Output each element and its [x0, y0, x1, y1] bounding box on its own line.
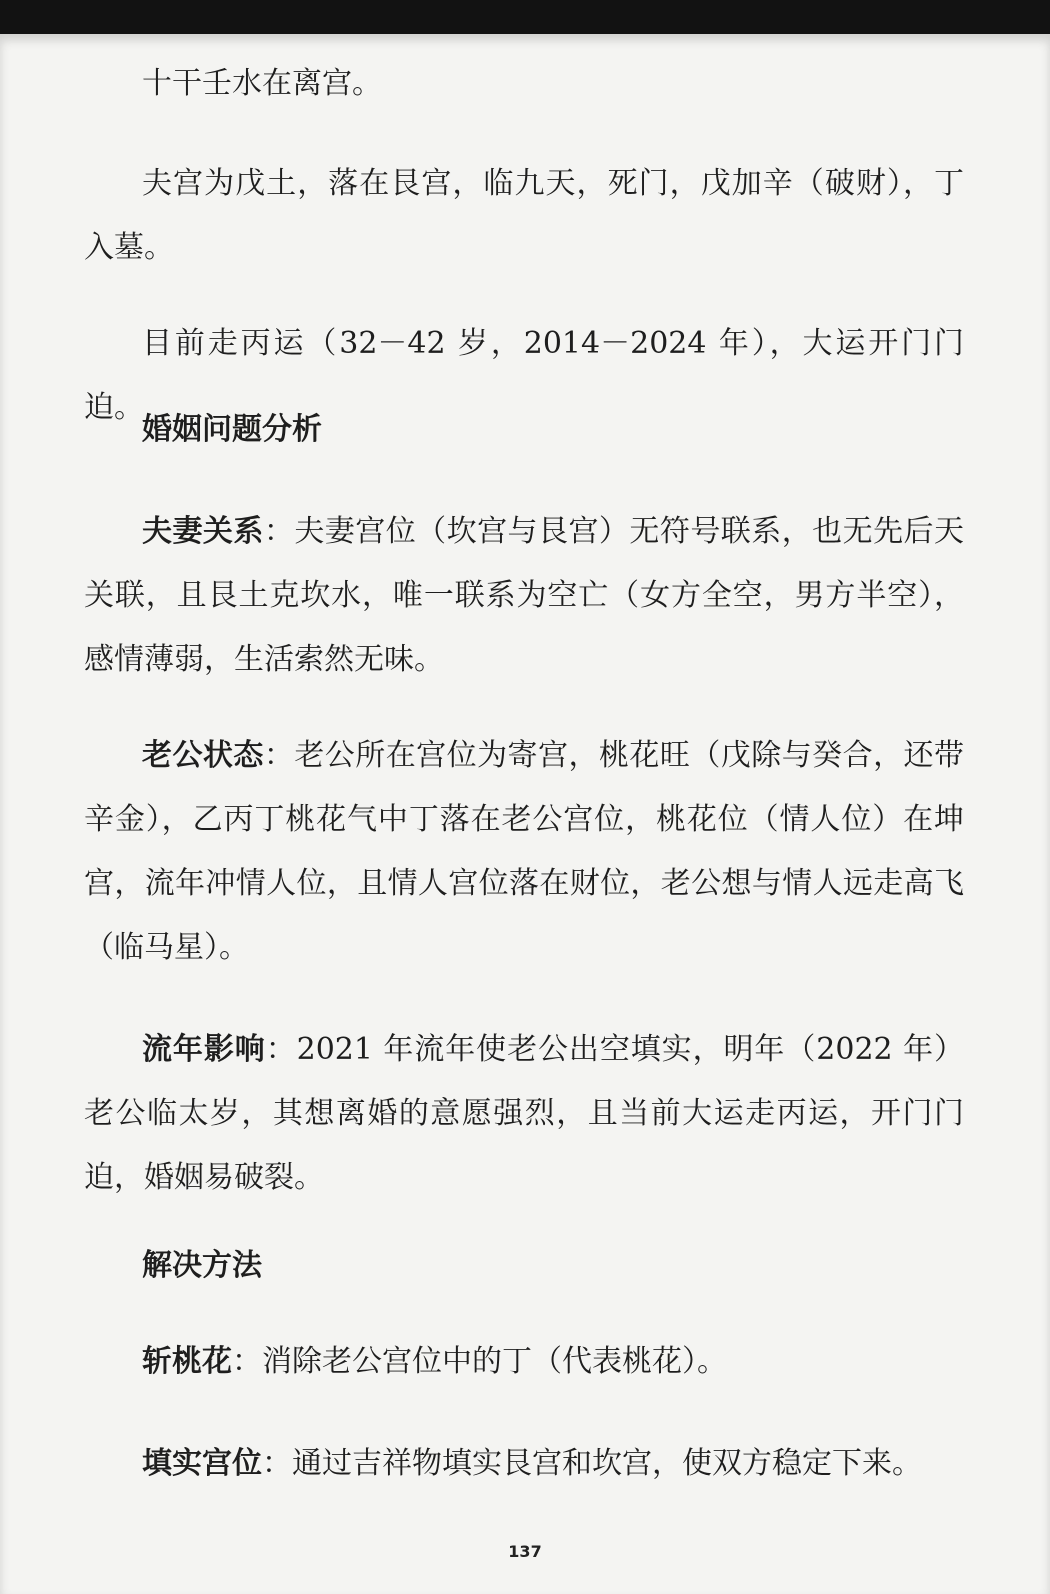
label-cut-peach-blossom: 斩桃花: [142, 1344, 232, 1379]
paragraph-couple-relationship: [84, 500, 964, 692]
paragraph-annual-influence: [84, 1018, 964, 1210]
text-cut-peach-blossom: ：消除老公宫位中的丁（代表桃花）。: [232, 1344, 727, 1379]
page-number: 137: [508, 1542, 542, 1561]
heading-marriage-analysis: 婚姻问题分析: [142, 412, 322, 447]
text-couple-relationship: ：夫妻宫位（坎宫与艮宫）无符号联系，也无先后天关联，且艮土克坎水，唯一联系为空亡（女方全空，男方半空），感情薄弱，生活索然无味。: [84, 514, 965, 677]
book-page: [0, 34, 1050, 1594]
label-annual-influence: 流年影响: [142, 1032, 266, 1067]
paragraph-current-luck: 目前走丙运（32－42 岁，2014－2024 年），大运开门门迫。: [84, 326, 964, 425]
paragraph-husband-state: [84, 724, 964, 980]
label-fill-palace: 填实宫位: [142, 1446, 262, 1481]
text-husband-state: ：老公所在宫位为寄宫，桃花旺（戊除与癸合，还带辛金），乙丙丁桃花气中丁落在老公宫位，桃花位（情人位）在坤宫，流年冲情人位，且情人宫位落在财位，老公想与情人远走高飞（临马星）。: [84, 738, 965, 965]
text-fill-palace: ：通过吉祥物填实艮宫和坎宫，使双方稳定下来。: [262, 1446, 922, 1481]
paragraph-husband-palace: 夫宫为戊土，落在艮宫，临九天，死门，戊加辛（破财），丁入墓。: [84, 166, 964, 265]
text-annual-influence: ：2021 年流年使老公出空填实，明年（2022 年）老公临太岁，其想离婚的意愿强烈，且当前大运走丙运，开门门迫，婚姻易破裂。: [84, 1032, 964, 1195]
label-couple-relationship: 夫妻关系: [142, 514, 264, 549]
paragraph-water-palace: 十干壬水在离宫。: [142, 66, 382, 101]
heading-solutions: 解决方法: [142, 1248, 262, 1283]
paragraph-cut-peach-blossom: [84, 1330, 964, 1394]
label-husband-state: 老公状态: [142, 738, 264, 773]
paragraph-fill-palace: [84, 1432, 964, 1496]
